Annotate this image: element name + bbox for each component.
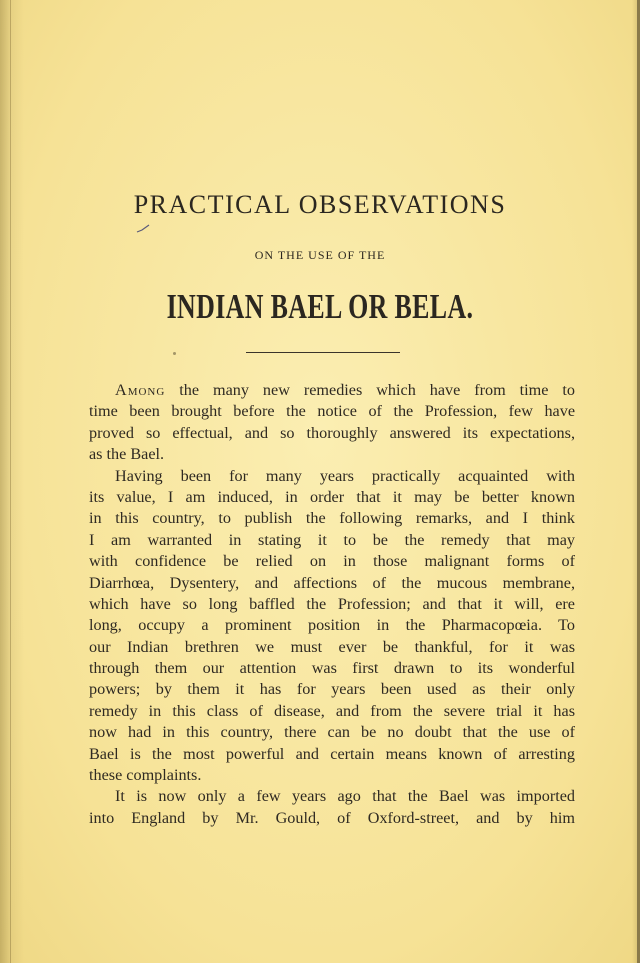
text-line: its value, I am induced, in order that it may be better known	[89, 487, 575, 506]
text-line: these complaints.	[89, 766, 202, 785]
text-line	[89, 380, 575, 401]
page-title: PRACTICAL OBSERVATIONS	[133, 190, 507, 219]
text-line: as the Bael.	[89, 445, 165, 464]
text-line: remedy in this class of disease, and from the severe trial it has	[89, 701, 575, 720]
subtitle: ON THE USE OF THE	[254, 248, 386, 262]
text-line: Having been for many years practically acquainted with	[115, 466, 575, 485]
title-rule	[246, 352, 400, 353]
main-title: INDIAN BAEL OR BELA.	[166, 287, 474, 326]
ink-speck	[173, 352, 176, 355]
body-text	[89, 380, 575, 829]
binding-shadow	[10, 0, 11, 963]
text-line: It is now only a few years ago that the Bael was imported	[115, 787, 575, 806]
text-line: proved so effectual, and so thoroughly answered its expectations,	[89, 423, 575, 442]
text-line: Bael is the most powerful and certain means known of arresting	[89, 744, 575, 763]
text-line: through them our attention was first drawn to its wonderful	[89, 659, 575, 678]
text-line: Diarrhœa, Dysentery, and affections of the mucous membrane,	[89, 573, 575, 592]
text-line: powers; by them it has for years been used as their only	[89, 680, 575, 699]
text-line: in this country, to publish the following remarks, and I think	[89, 509, 575, 528]
text-line: now had in this country, there can be no doubt that the use of	[89, 723, 575, 742]
text-line: with confidence be relied on in those malignant forms of	[89, 552, 575, 571]
text-line: our Indian brethren we must ever be thankful, for it was	[89, 637, 575, 656]
text-line: time been brought before the notice of the Profession, few have	[89, 402, 575, 421]
drop-word: Among	[115, 381, 166, 399]
text-line: which have so long baffled the Profession; and that it will, ere	[89, 594, 575, 613]
text-line: into England by Mr. Gould, of Oxford-street, and by him	[89, 808, 575, 827]
text-line: long, occupy a prominent position in the Pharmacopœia. To	[89, 616, 575, 635]
text-line: I am warranted in stating it to be the remedy that may	[89, 530, 575, 549]
text-line-rest: the many new remedies which have from time to	[165, 381, 575, 399]
pencil-tick-mark	[136, 224, 150, 234]
